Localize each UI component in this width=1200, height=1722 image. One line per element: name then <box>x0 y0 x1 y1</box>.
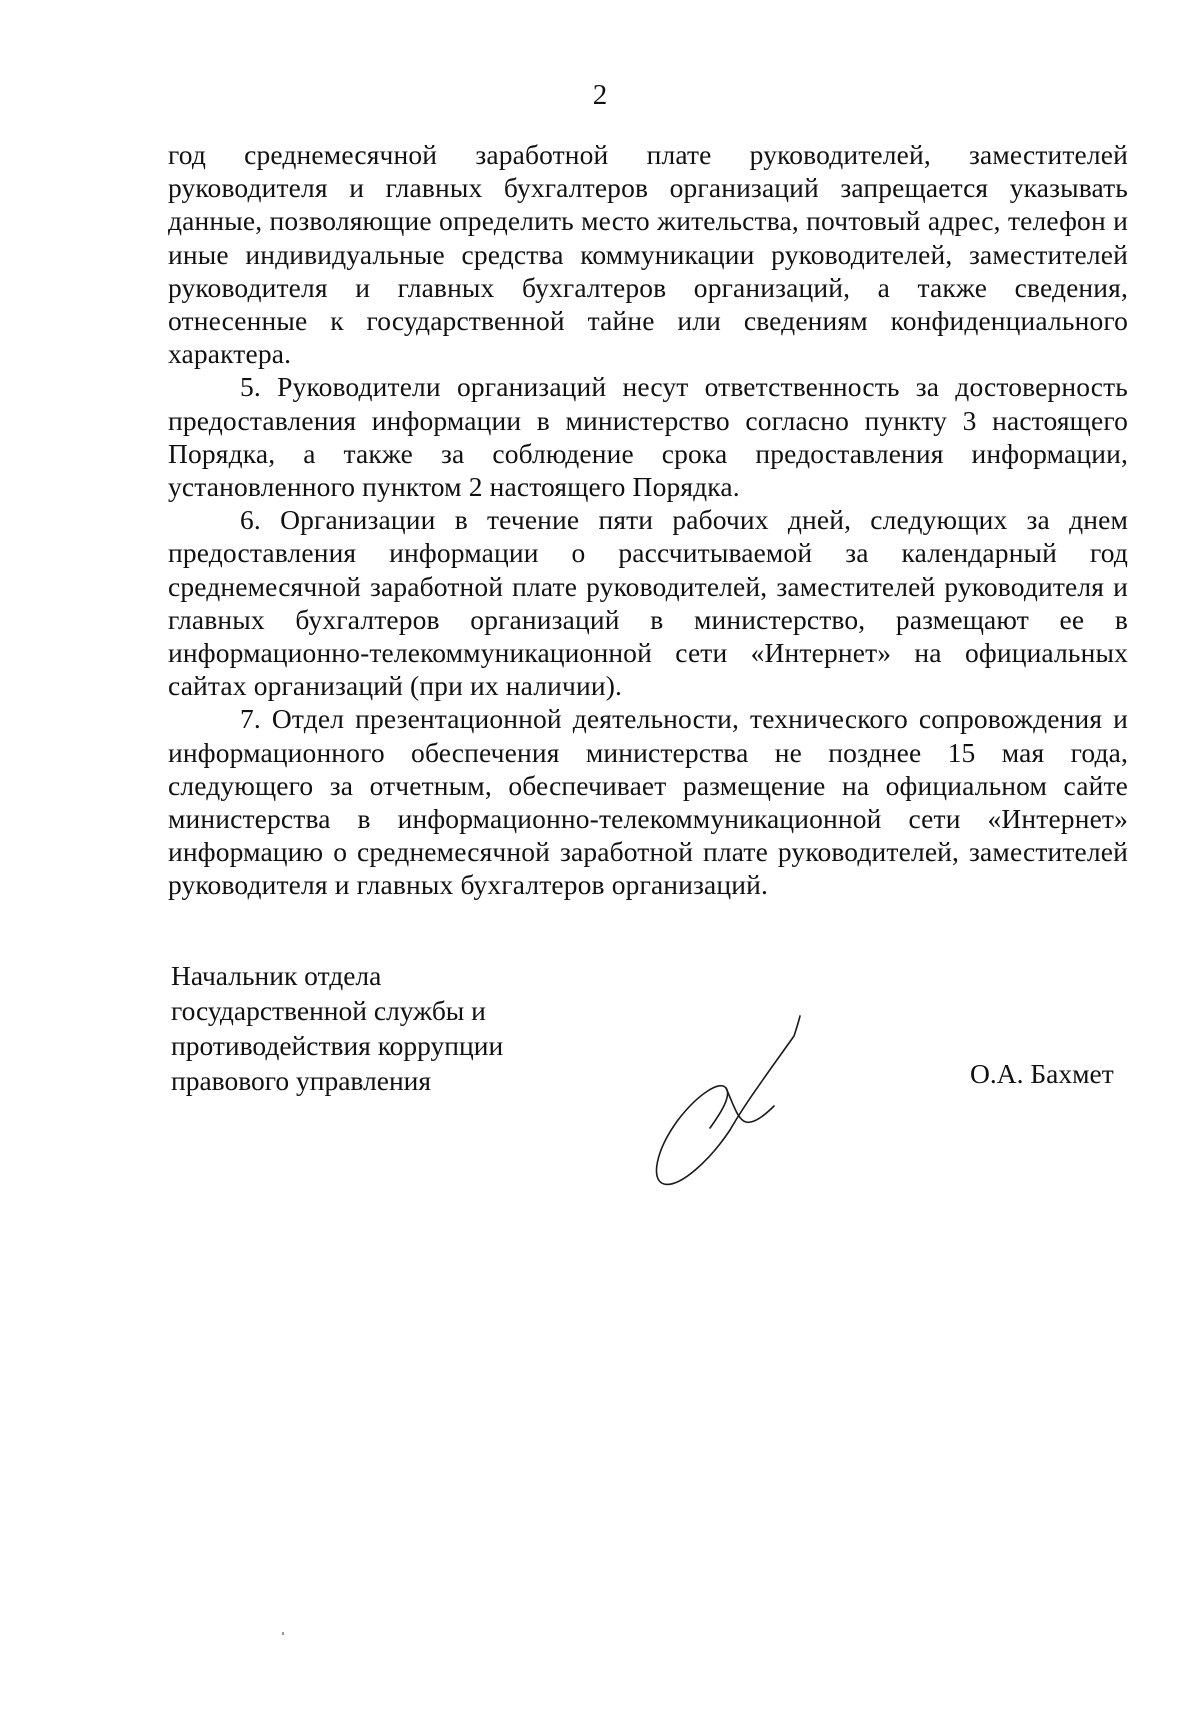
signatory-position-line: Начальник отдела <box>171 960 382 991</box>
paragraph-item-5: 5. Руководители организаций несут ответственность за достоверность предоставления информации в министерство согласно пункту 3 настоящего Порядка, а также за соблюдение срока предоставления информации, установленного пунктом 2 настоящего Порядка. <box>168 371 1128 503</box>
paragraph-item-6: 6. Организации в течение пяти рабочих дней, следующих за днем предоставления информации о рассчитываемой за календарный год среднемесячной заработной плате руководителей, заместителей руководителя и главных бухгалтеров организаций в министерство, размещают ее в информационно-телекоммуникационной сети «Интернет» на официальных сайтах организаций (при их наличии). <box>168 504 1128 702</box>
scan-speck <box>282 1632 284 1635</box>
page-number: 2 <box>592 79 608 111</box>
document-body <box>168 138 1128 902</box>
paragraph-item-7: 7. Отдел презентационной деятельности, технического сопровождения и информационного обеспечения министерства не позднее 15 мая года, следующего за отчетным, обеспечивает размещение на официальном сайте министерства в информационно-телекоммуникационной сети «Интернет» информацию о среднемесячной заработной плате руководителей, заместителей руководителя и главных бухгалтеров организаций. <box>168 703 1128 901</box>
signatory-name: О.А. Бахмет <box>970 1058 1114 1089</box>
signatory-position-line: правового управления <box>171 1065 432 1096</box>
paragraph-continuation: год среднемесячной заработной плате руководителей, заместителей руководителя и главных бухгалтеров организаций запрещается указывать данные, позволяющие определить место жительства, почтовый адрес, телефон и иные индивидуальные средства коммуникации руководителей, заместителей руководителя и главных бухгалтеров организаций, а также сведения, отнесенные к государственной тайне или сведениям конфиденциального характера. <box>168 139 1128 370</box>
signatory-position-line: противодействия коррупции <box>171 1030 504 1061</box>
handwritten-signature <box>650 1010 850 1200</box>
signatory-position-line: государственной службы и <box>171 995 486 1026</box>
signatory-position <box>171 958 691 1098</box>
